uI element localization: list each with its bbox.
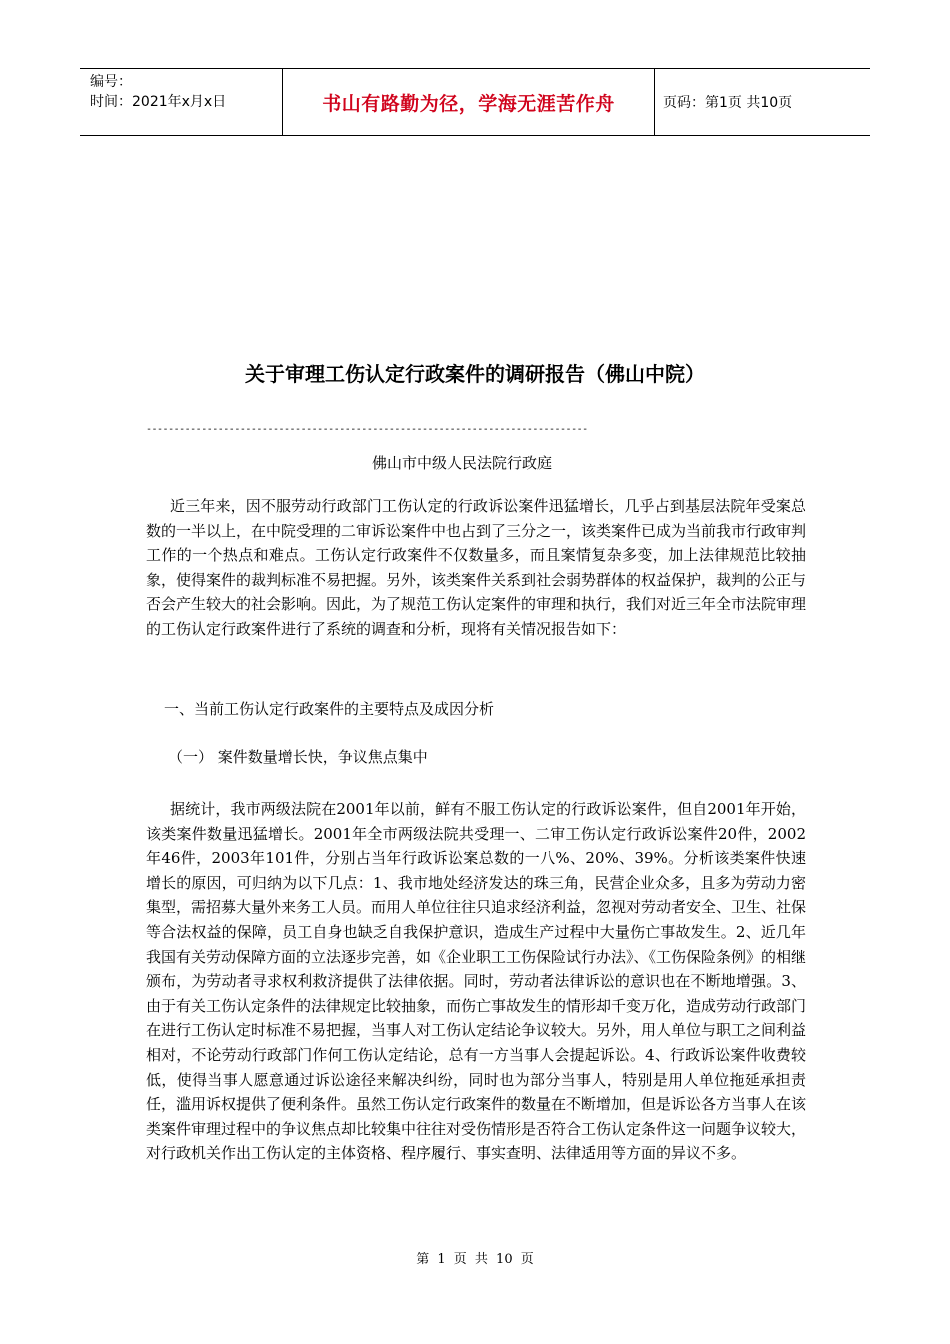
header-motto-cell bbox=[282, 69, 655, 135]
section-heading: 一、当前工伤认定行政案件的主要特点及成因分析 bbox=[164, 700, 495, 718]
document-header-table bbox=[80, 68, 870, 136]
header-meta-cell bbox=[80, 69, 282, 135]
intro-paragraph: 近三年来，因不服劳动行政部门工伤认定的行政诉讼案件迅猛增长，几乎占到基层法院年受案总数的一半以上，在中院受理的二审诉讼案件中也占到了三分之一，该类案件已成为当前我市行政审判工作的一个热点和难点。工伤认定行政案件不仅数量多，而且案情复杂多变，加上法律规范比较抽象，使得案件的裁判标准不易把握。另外，该类案件关系到社会弱势群体的权益保护，裁判的公正与否会产生较大的社会影响。因此，为了规范工伤认定案件的审理和执行，我们对近三年全市法院审理的工伤认定行政案件进行了系统的调查和分析，现将有关情况报告如下： bbox=[146, 497, 807, 638]
motto-text: 书山有路勤为径，学海无涯苦作舟 bbox=[322, 92, 615, 115]
separator-line: -------------------------------------------------------------------------------- bbox=[146, 424, 588, 435]
page-footer: 第 1 页 共 10 页 bbox=[416, 1252, 534, 1267]
page-info: 页码：第1页 共10页 bbox=[663, 95, 793, 111]
statistics-paragraph: 据统计，我市两级法院在2001年以前，鲜有不服工伤认定的行政诉讼案件，但自2001年开始，该类案件数量迅猛增长。2001年全市两级法院共受理一、二审工伤认定行政诉讼案件20件，2002年46件，2003年101件，分别占当年行政诉讼案总数的一八%、20%、39%。分析该类案件快速增长的原因，可归纳为以下几点：1、我市地处经济发达的珠三角，民营企业众多，且多为劳动力密集型，需招募大量外来务工人员。而用人单位往往只追求经济利益，忽视对劳动者安全、卫生、社保等合法权益的保障，员工自身也缺乏自我保护意识，造成生产过程中大量伤亡事故发生。2、近几年我国有关劳动保障方面的立法逐步完善，如《企业职工工伤保险试行办法》、《工伤保险条例》的相继颁布，为劳动者寻求权利救济提供了法律依据。同时，劳动者法律诉讼的意识也在不断地增强。3、由于有关工伤认定条件的法律规定比较抽象，而伤亡事故发生的情形却千变万化，造成劳动行政部门在进行工伤认定时标准不易把握，当事人对工伤认定结论争议较大。另外，用人单位与职工之间利益相对，不论劳动行政部门作何工伤认定结论，总有一方当事人会提起诉讼。4、行政诉讼案件收费较低，使得当事人愿意通过诉讼途径来解决纠纷，同时也为部分当事人，特别是用人单位拖延承担责任，滥用诉权提供了便利条件。虽然工伤认定行政案件的数量在不断增加，但是诉讼各方当事人在该类案件审理过程中的争议焦点却比较集中往往对受伤情形是否符合工伤认定条件这一问题争议较大，对行政机关作出工伤认定的主体资格、程序履行、事实查明、法律适用等方面的异议不多。 bbox=[146, 800, 807, 1163]
number-label: 编号： bbox=[90, 74, 132, 90]
subsection-heading: （一） 案件数量增长快，争议焦点集中 bbox=[168, 748, 428, 766]
time-label: 时间：2021年x月x日 bbox=[90, 94, 227, 110]
header-page-cell bbox=[655, 69, 870, 135]
document-title: 关于审理工伤认定行政案件的调研报告（佛山中院） bbox=[245, 362, 705, 386]
author-line: 佛山市中级人民法院行政庭 bbox=[372, 454, 553, 472]
